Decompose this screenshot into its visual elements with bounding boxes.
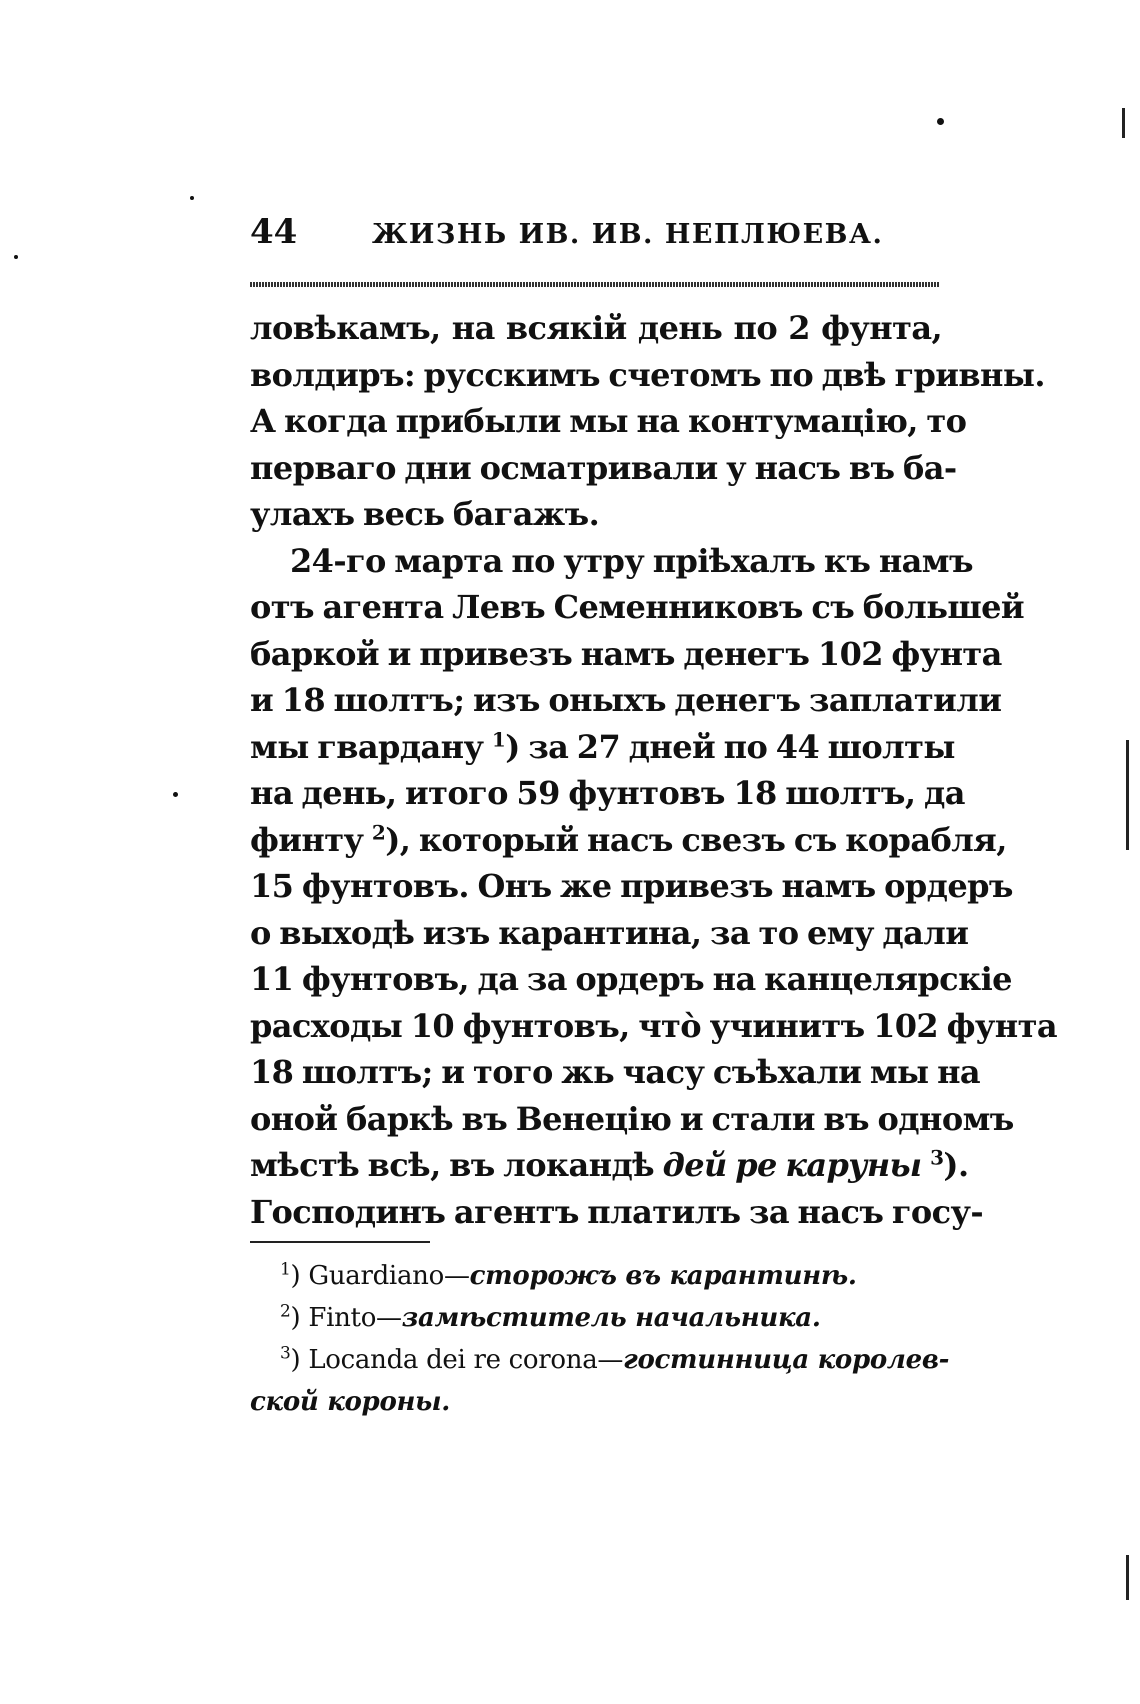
scan-speck bbox=[173, 792, 178, 797]
running-title: ЖИЗНЬ ИВ. ИВ. НЕПЛЮЕВА. bbox=[372, 219, 884, 250]
text-line: о выходѣ изъ карантина, за то ему дали bbox=[250, 913, 969, 952]
footnote-3: $^3$) Locanda dei re corona—гостинница королев- bbox=[280, 1343, 950, 1375]
scan-edge-mark bbox=[1126, 1555, 1129, 1600]
footnote-2: $^2$) Finto—замѣститель начальника. bbox=[280, 1301, 821, 1333]
footnote-ref-2: 2 bbox=[371, 819, 386, 844]
scan-edge-mark bbox=[1122, 108, 1125, 138]
footnote-ref-1: 1 bbox=[491, 726, 506, 751]
text-line: мы гвардану $^1$) за 27 дней по 44 шолты bbox=[250, 726, 955, 766]
footnote-1: $^1$) Guardiano—сторожъ въ карантинѣ. bbox=[280, 1259, 857, 1291]
text-line: 11 фунтовъ, да за ордеръ на канцелярскіе bbox=[250, 960, 1012, 998]
text-line: на день, итого 59 фунтовъ 18 шолтъ, да bbox=[250, 774, 965, 812]
text-line: расходы 10 фунтовъ, что̀ учинитъ 102 фунта bbox=[250, 1006, 1057, 1045]
footnote-separator bbox=[250, 1241, 430, 1243]
scan-edge-mark bbox=[1126, 740, 1129, 850]
footnotes bbox=[250, 1255, 950, 1423]
text-line: отъ агента Левъ Семенниковъ съ большей bbox=[250, 588, 1025, 626]
scan-speck bbox=[937, 118, 944, 125]
footnote-ref-3: 3 bbox=[930, 1145, 944, 1170]
text-line: баркой и привезъ намъ денегъ 102 фунта bbox=[250, 634, 1002, 673]
text-line: мѣстѣ всѣ, въ локандѣ дей ре каруны $^3$). bbox=[250, 1145, 969, 1184]
text-line: 24-го марта по утру пріѣхалъ къ намъ bbox=[290, 541, 973, 580]
text-line: улахъ весь багажъ. bbox=[250, 495, 600, 533]
text-line: ловѣкамъ, на всякій день по 2 фунта, bbox=[250, 309, 942, 347]
text-line: финту $^2$), который насъ свезъ съ корабля, bbox=[250, 819, 1007, 859]
text-line: волдиръ: русскимъ счетомъ по двѣ гривны. bbox=[250, 355, 1045, 394]
text-line: перваго дни осматривали у насъ въ ба- bbox=[250, 448, 957, 487]
text-line: Господинъ агентъ платилъ за насъ госу- bbox=[250, 1192, 984, 1231]
page-number: 44 bbox=[250, 212, 298, 252]
text-line: А когда прибыли мы на контумацію, то bbox=[250, 402, 967, 440]
header-rule bbox=[250, 282, 940, 287]
text-line: оной баркѣ въ Венецію и стали въ одномъ bbox=[250, 1099, 1014, 1138]
italic-phrase: дей ре каруны bbox=[662, 1146, 922, 1184]
text-line: 18 шолтъ; и того жь часу съѣхали мы на bbox=[250, 1053, 981, 1091]
footnote-3-continuation: ской короны. bbox=[250, 1387, 451, 1417]
scan-speck bbox=[190, 196, 194, 200]
text-line: 15 фунтовъ. Онъ же привезъ намъ ордеръ bbox=[250, 867, 1013, 905]
scan-speck bbox=[14, 255, 18, 259]
text-line: и 18 шолтъ; изъ оныхъ денегъ заплатили bbox=[250, 681, 1002, 719]
main-text bbox=[250, 305, 1057, 1235]
running-head bbox=[250, 212, 940, 264]
